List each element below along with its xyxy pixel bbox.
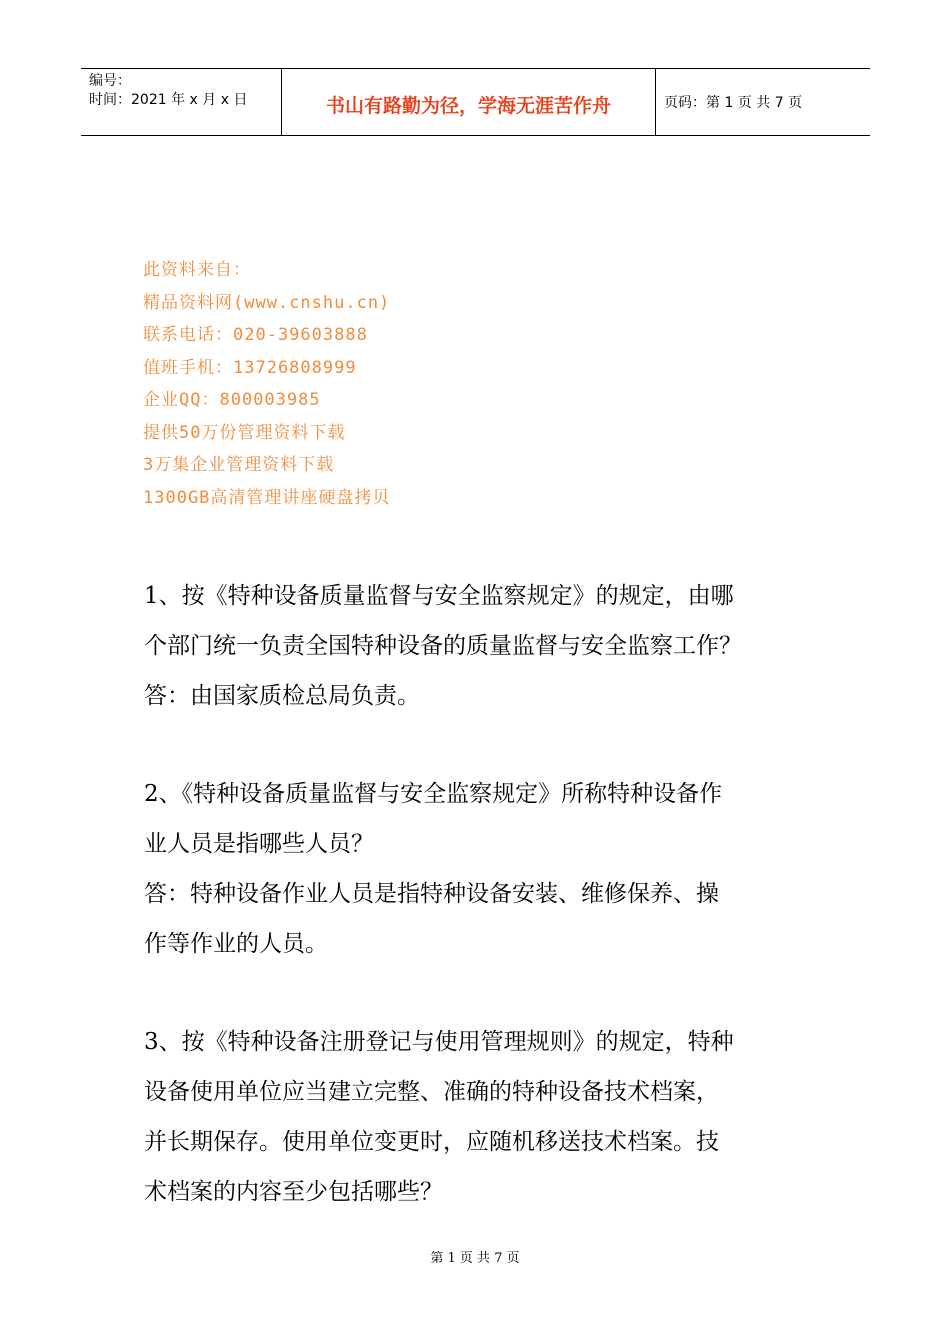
question-3-line: 术档案的内容至少包括哪些？ [144, 1179, 443, 1205]
source-offer-line: 3万集企业管理资料下载 [143, 455, 335, 475]
source-offer-line: 提供50万份管理资料下载 [143, 422, 346, 443]
question-3 [144, 1017, 824, 1217]
question-2-line: 2、《特种设备质量监督与安全监察规定》所称特种设备作 [144, 781, 723, 807]
question-1 [144, 571, 824, 721]
question-1-line: 个部门统一负责全国特种设备的质量监督与安全监察工作？ [144, 633, 742, 659]
document-time-label: 时间：2021 年 x 月 x 日 [89, 92, 248, 108]
source-mobile-line: 值班手机：13726808999 [143, 357, 357, 378]
answer-2-line [144, 869, 824, 919]
source-phone-line: 联系电话：020-39603888 [143, 325, 368, 345]
header-left-cell [81, 69, 281, 135]
source-info-block [143, 254, 390, 514]
answer-2-line: 作等作业的人员。 [144, 931, 328, 957]
header-middle-cell [281, 69, 656, 135]
header-table [81, 68, 870, 136]
question-3-line: 3、按《特种设备注册登记与使用管理规则》的规定，特种 [144, 1029, 734, 1055]
answer-1: 答：由国家质检总局负责。 [144, 683, 420, 709]
answer-2-prefix: 答：特种设备作业人员是指 [144, 881, 420, 907]
header-motto: 书山有路勤为径，学海无涯苦作舟 [325, 95, 611, 117]
question-2 [144, 769, 824, 969]
question-3-line: 并长期保存。使用单位变更时，应随机移送技术档案。技 [144, 1129, 719, 1155]
source-offer-line: 1300GB高清管理讲座硬盘拷贝 [143, 487, 391, 508]
header-right-cell [654, 69, 870, 135]
source-qq-line: 企业QQ：800003985 [143, 390, 321, 410]
answer-2-emphasis: 特种设备安装、维修保养、操 [420, 881, 719, 907]
page-footer: 第 1 页 共 7 页 [430, 1251, 520, 1266]
question-1-line: 1、按《特种设备质量监督与安全监察规定》的规定，由哪 [144, 583, 734, 609]
question-2-line: 业人员是指哪些人员？ [144, 831, 374, 857]
header-page-label: 页码：第 1 页 共 7 页 [664, 95, 803, 111]
source-website-line: 精品资料网(www.cnshu.cn) [143, 292, 391, 313]
question-3-line: 设备使用单位应当建立完整、准确的特种设备技术档案， [144, 1079, 719, 1105]
source-line: 此资料来自： [143, 260, 251, 280]
document-number-label: 编号： [89, 73, 131, 89]
